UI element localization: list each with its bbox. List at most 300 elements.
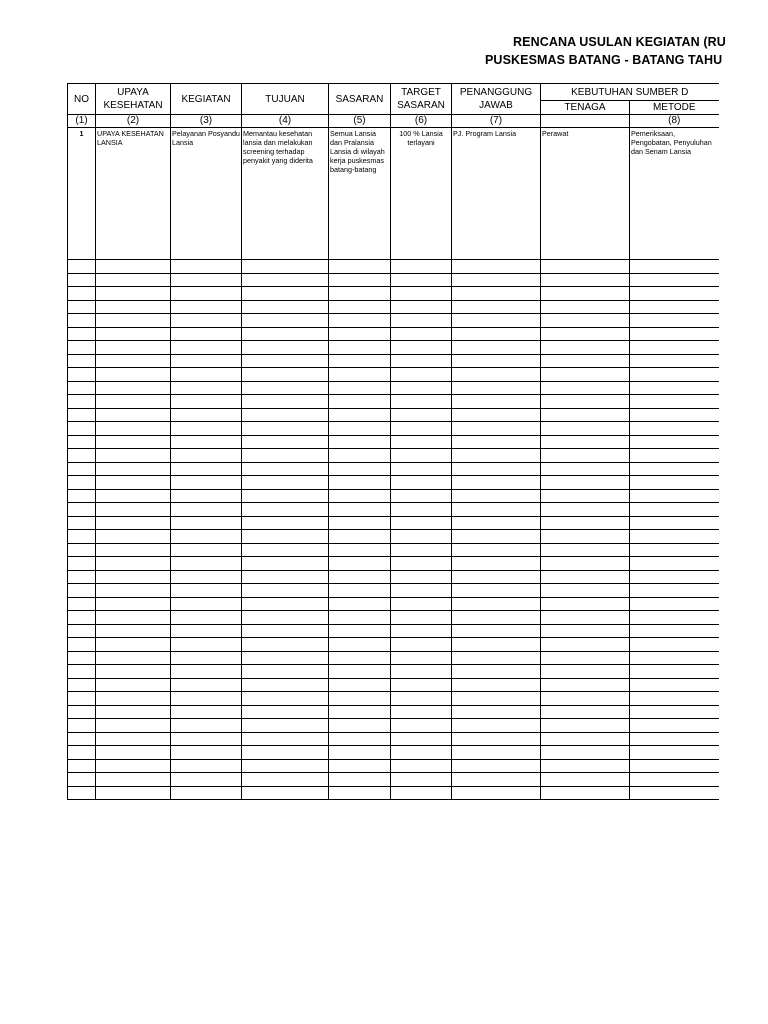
empty-cell: [242, 368, 329, 382]
empty-cell: [242, 557, 329, 571]
empty-cell: [171, 422, 242, 436]
empty-cell: [541, 759, 630, 773]
empty-cell: [541, 651, 630, 665]
empty-cell: [452, 503, 541, 517]
empty-cell: [541, 435, 630, 449]
empty-cell: [541, 395, 630, 409]
cell-no: 1: [68, 128, 96, 260]
empty-cell: [96, 260, 171, 274]
empty-cell: [329, 786, 391, 800]
table-row: [68, 449, 719, 463]
empty-cell: [541, 584, 630, 598]
empty-cell: [96, 273, 171, 287]
header-upaya-kesehatan: UPAYA KESEHATAN: [96, 84, 171, 115]
column-number-row: [68, 115, 719, 128]
table-row: [68, 287, 719, 301]
empty-cell: [68, 327, 96, 341]
empty-cell: [96, 462, 171, 476]
empty-cell: [329, 327, 391, 341]
empty-cell: [391, 260, 452, 274]
empty-cell: [541, 611, 630, 625]
empty-cell: [541, 732, 630, 746]
empty-cell: [68, 597, 96, 611]
empty-cell: [329, 273, 391, 287]
empty-cell: [630, 584, 719, 598]
empty-cell: [452, 408, 541, 422]
empty-cell: [329, 732, 391, 746]
empty-cell: [171, 287, 242, 301]
empty-cell: [68, 678, 96, 692]
empty-cell: [96, 327, 171, 341]
table-row: [68, 705, 719, 719]
empty-cell: [96, 300, 171, 314]
table-row: [68, 719, 719, 733]
column-number: (3): [171, 115, 242, 128]
empty-cell: [68, 408, 96, 422]
empty-cell: [452, 435, 541, 449]
empty-cell: [329, 287, 391, 301]
empty-cell: [329, 503, 391, 517]
table-row: [68, 746, 719, 760]
empty-cell: [452, 759, 541, 773]
header-penanggung-jawab: PENANGGUNG JAWAB: [452, 84, 541, 115]
empty-cell: [630, 273, 719, 287]
empty-cell: [96, 314, 171, 328]
empty-cell: [630, 260, 719, 274]
empty-cell: [171, 273, 242, 287]
empty-cell: [242, 543, 329, 557]
empty-cell: [68, 638, 96, 652]
empty-cell: [171, 395, 242, 409]
empty-cell: [630, 719, 719, 733]
empty-cell: [630, 678, 719, 692]
column-number: (2): [96, 115, 171, 128]
table-row: [68, 314, 719, 328]
empty-cell: [242, 773, 329, 787]
table-row: [68, 624, 719, 638]
empty-cell: [391, 624, 452, 638]
empty-cell: [242, 786, 329, 800]
empty-cell: [391, 435, 452, 449]
empty-cell: [242, 638, 329, 652]
table-row: [68, 692, 719, 706]
empty-cell: [630, 759, 719, 773]
table-row: [68, 341, 719, 355]
empty-cell: [171, 773, 242, 787]
empty-cell: [171, 516, 242, 530]
empty-cell: [242, 287, 329, 301]
empty-cell: [96, 692, 171, 706]
empty-cell: [171, 597, 242, 611]
empty-cell: [96, 543, 171, 557]
empty-cell: [68, 422, 96, 436]
empty-cell: [452, 773, 541, 787]
empty-cell: [171, 705, 242, 719]
empty-cell: [171, 300, 242, 314]
empty-cell: [630, 705, 719, 719]
empty-cell: [541, 287, 630, 301]
empty-cell: [630, 530, 719, 544]
empty-cell: [242, 570, 329, 584]
empty-cell: [68, 489, 96, 503]
empty-cell: [68, 759, 96, 773]
empty-cell: [96, 489, 171, 503]
empty-cell: [171, 327, 242, 341]
empty-cell: [329, 530, 391, 544]
table-row: [68, 260, 719, 274]
empty-cell: [391, 327, 452, 341]
empty-rows: [68, 260, 719, 800]
empty-cell: [171, 557, 242, 571]
empty-cell: [242, 489, 329, 503]
empty-cell: [171, 503, 242, 517]
empty-cell: [171, 732, 242, 746]
empty-cell: [452, 530, 541, 544]
empty-cell: [171, 611, 242, 625]
table-row: [68, 516, 719, 530]
table-row: [68, 273, 719, 287]
empty-cell: [329, 692, 391, 706]
empty-cell: [452, 327, 541, 341]
empty-cell: [171, 746, 242, 760]
empty-cell: [541, 408, 630, 422]
empty-cell: [452, 557, 541, 571]
empty-cell: [541, 638, 630, 652]
empty-cell: [242, 300, 329, 314]
column-number: (8): [630, 115, 719, 128]
empty-cell: [541, 516, 630, 530]
empty-cell: [630, 638, 719, 652]
cell-tenaga: Perawat: [541, 128, 630, 260]
empty-cell: [391, 746, 452, 760]
empty-cell: [329, 354, 391, 368]
empty-cell: [391, 665, 452, 679]
empty-cell: [171, 719, 242, 733]
empty-cell: [391, 557, 452, 571]
empty-cell: [329, 476, 391, 490]
table-row: [68, 128, 719, 260]
empty-cell: [630, 422, 719, 436]
empty-cell: [68, 584, 96, 598]
empty-cell: [68, 435, 96, 449]
empty-cell: [96, 678, 171, 692]
empty-cell: [452, 516, 541, 530]
empty-cell: [242, 584, 329, 598]
empty-cell: [68, 611, 96, 625]
empty-cell: [96, 408, 171, 422]
empty-cell: [68, 287, 96, 301]
empty-cell: [171, 570, 242, 584]
empty-cell: [391, 773, 452, 787]
empty-cell: [452, 665, 541, 679]
table-row: [68, 489, 719, 503]
empty-cell: [329, 638, 391, 652]
empty-cell: [391, 395, 452, 409]
empty-cell: [391, 638, 452, 652]
empty-cell: [391, 611, 452, 625]
empty-cell: [391, 449, 452, 463]
empty-cell: [68, 395, 96, 409]
empty-cell: [329, 435, 391, 449]
table-row: [68, 395, 719, 409]
table-row: [68, 651, 719, 665]
empty-cell: [242, 395, 329, 409]
table-row: [68, 327, 719, 341]
empty-cell: [171, 651, 242, 665]
empty-cell: [329, 300, 391, 314]
empty-cell: [391, 516, 452, 530]
empty-cell: [452, 719, 541, 733]
empty-cell: [452, 381, 541, 395]
document-subtitle: PUSKESMAS BATANG - BATANG TAHU: [485, 53, 723, 67]
empty-cell: [452, 260, 541, 274]
document-title: RENCANA USULAN KEGIATAN (RU: [513, 35, 726, 49]
empty-cell: [452, 746, 541, 760]
empty-cell: [630, 597, 719, 611]
empty-cell: [171, 260, 242, 274]
empty-cell: [391, 759, 452, 773]
empty-cell: [171, 543, 242, 557]
empty-cell: [68, 516, 96, 530]
empty-cell: [96, 530, 171, 544]
empty-cell: [68, 368, 96, 382]
empty-cell: [96, 570, 171, 584]
empty-cell: [391, 408, 452, 422]
empty-cell: [68, 462, 96, 476]
empty-cell: [329, 314, 391, 328]
empty-cell: [68, 692, 96, 706]
empty-cell: [96, 381, 171, 395]
empty-cell: [329, 705, 391, 719]
empty-cell: [68, 719, 96, 733]
empty-cell: [452, 354, 541, 368]
empty-cell: [96, 354, 171, 368]
empty-cell: [96, 624, 171, 638]
empty-cell: [391, 273, 452, 287]
table-row: [68, 732, 719, 746]
empty-cell: [96, 557, 171, 571]
empty-cell: [630, 570, 719, 584]
empty-cell: [171, 476, 242, 490]
empty-cell: [541, 489, 630, 503]
empty-cell: [171, 530, 242, 544]
empty-cell: [541, 530, 630, 544]
empty-cell: [541, 314, 630, 328]
empty-cell: [68, 354, 96, 368]
empty-cell: [391, 341, 452, 355]
column-number: (7): [452, 115, 541, 128]
empty-cell: [96, 746, 171, 760]
empty-cell: [630, 476, 719, 490]
empty-cell: [96, 368, 171, 382]
empty-cell: [242, 314, 329, 328]
cell-upaya-kesehatan: UPAYA KESEHATAN LANSIA: [96, 128, 171, 260]
empty-cell: [630, 732, 719, 746]
empty-cell: [630, 786, 719, 800]
empty-cell: [391, 489, 452, 503]
empty-cell: [329, 516, 391, 530]
cell-sasaran: Semua Lansia dan Pralansia Lansia di wilayah kerja puskesmas batang-batang: [329, 128, 391, 260]
table-row: [68, 422, 719, 436]
empty-cell: [68, 273, 96, 287]
column-number: (5): [329, 115, 391, 128]
empty-cell: [242, 746, 329, 760]
empty-cell: [391, 543, 452, 557]
empty-cell: [630, 773, 719, 787]
empty-cell: [242, 462, 329, 476]
empty-cell: [171, 435, 242, 449]
empty-cell: [630, 557, 719, 571]
empty-cell: [452, 597, 541, 611]
table-row: [68, 584, 719, 598]
empty-cell: [329, 611, 391, 625]
empty-cell: [329, 651, 391, 665]
empty-cell: [630, 408, 719, 422]
empty-cell: [391, 705, 452, 719]
empty-cell: [96, 786, 171, 800]
empty-cell: [329, 665, 391, 679]
empty-cell: [242, 449, 329, 463]
empty-cell: [68, 476, 96, 490]
empty-cell: [630, 543, 719, 557]
table-row: [68, 476, 719, 490]
empty-cell: [630, 381, 719, 395]
empty-cell: [96, 287, 171, 301]
empty-cell: [452, 543, 541, 557]
empty-cell: [391, 651, 452, 665]
empty-cell: [391, 300, 452, 314]
empty-cell: [68, 260, 96, 274]
empty-cell: [452, 692, 541, 706]
empty-cell: [242, 408, 329, 422]
empty-cell: [452, 314, 541, 328]
empty-cell: [541, 462, 630, 476]
empty-cell: [329, 773, 391, 787]
empty-cell: [329, 759, 391, 773]
empty-cell: [242, 516, 329, 530]
empty-cell: [96, 732, 171, 746]
empty-cell: [630, 341, 719, 355]
table-row: [68, 597, 719, 611]
empty-cell: [541, 624, 630, 638]
empty-cell: [68, 570, 96, 584]
empty-cell: [329, 395, 391, 409]
empty-cell: [630, 611, 719, 625]
empty-cell: [329, 584, 391, 598]
empty-cell: [541, 773, 630, 787]
empty-cell: [541, 597, 630, 611]
empty-cell: [68, 786, 96, 800]
empty-cell: [630, 354, 719, 368]
empty-cell: [541, 705, 630, 719]
empty-cell: [452, 705, 541, 719]
table-row: [68, 462, 719, 476]
empty-cell: [630, 368, 719, 382]
empty-cell: [391, 368, 452, 382]
empty-cell: [541, 354, 630, 368]
empty-cell: [68, 543, 96, 557]
table-row: [68, 368, 719, 382]
empty-cell: [541, 557, 630, 571]
empty-cell: [452, 422, 541, 436]
empty-cell: [171, 786, 242, 800]
empty-cell: [391, 476, 452, 490]
empty-cell: [171, 314, 242, 328]
empty-cell: [242, 260, 329, 274]
empty-cell: [630, 651, 719, 665]
empty-cell: [452, 584, 541, 598]
empty-cell: [541, 260, 630, 274]
empty-cell: [242, 597, 329, 611]
empty-cell: [630, 300, 719, 314]
empty-cell: [329, 489, 391, 503]
empty-cell: [242, 435, 329, 449]
empty-cell: [630, 449, 719, 463]
empty-cell: [68, 530, 96, 544]
empty-cell: [391, 503, 452, 517]
empty-cell: [452, 638, 541, 652]
empty-cell: [171, 381, 242, 395]
empty-cell: [96, 719, 171, 733]
empty-cell: [68, 381, 96, 395]
empty-cell: [242, 476, 329, 490]
empty-cell: [242, 341, 329, 355]
empty-cell: [452, 732, 541, 746]
empty-cell: [171, 638, 242, 652]
empty-cell: [391, 719, 452, 733]
empty-cell: [242, 692, 329, 706]
empty-cell: [68, 300, 96, 314]
empty-cell: [96, 638, 171, 652]
empty-cell: [391, 570, 452, 584]
empty-cell: [452, 368, 541, 382]
empty-cell: [68, 449, 96, 463]
empty-cell: [630, 624, 719, 638]
empty-cell: [452, 489, 541, 503]
table-row: [68, 665, 719, 679]
empty-cell: [329, 597, 391, 611]
empty-cell: [171, 368, 242, 382]
table-row: [68, 543, 719, 557]
empty-cell: [630, 395, 719, 409]
empty-cell: [630, 516, 719, 530]
table-row: [68, 503, 719, 517]
empty-cell: [68, 557, 96, 571]
table-row: [68, 570, 719, 584]
empty-cell: [68, 773, 96, 787]
empty-cell: [452, 651, 541, 665]
empty-cell: [96, 773, 171, 787]
header-metode: METODE: [630, 101, 719, 115]
empty-cell: [452, 476, 541, 490]
empty-cell: [329, 422, 391, 436]
empty-cell: [329, 543, 391, 557]
cell-metode: Pemeriksaan, Pengobatan, Penyuluhan dan Senam Lansia: [630, 128, 719, 260]
empty-cell: [391, 314, 452, 328]
cell-penanggung-jawab: PJ. Program Lansia: [452, 128, 541, 260]
empty-cell: [541, 368, 630, 382]
empty-cell: [541, 476, 630, 490]
empty-cell: [68, 503, 96, 517]
table-row: [68, 408, 719, 422]
table-row: [68, 557, 719, 571]
empty-cell: [541, 719, 630, 733]
empty-cell: [391, 287, 452, 301]
empty-cell: [242, 705, 329, 719]
empty-cell: [541, 341, 630, 355]
empty-cell: [452, 624, 541, 638]
column-number: (4): [242, 115, 329, 128]
